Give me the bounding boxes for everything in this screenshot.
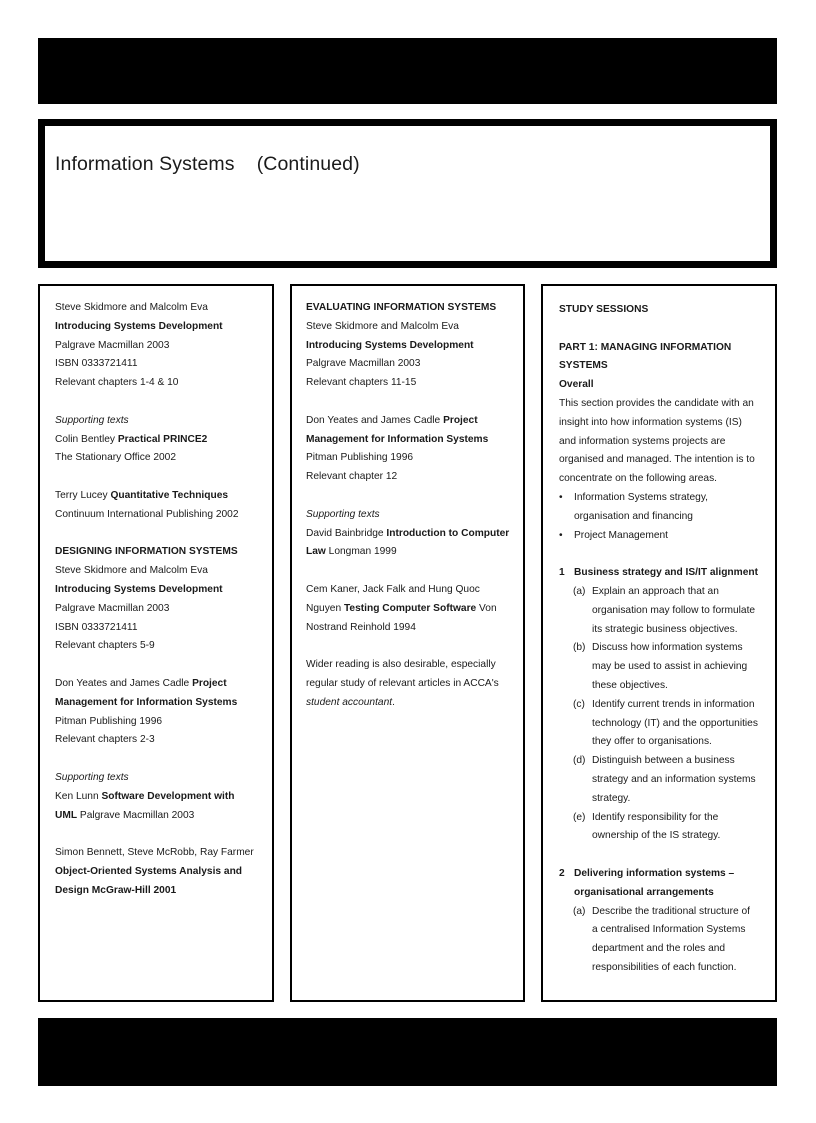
book-title-continued: Law: [306, 546, 326, 558]
list-item-line: Information Systems strategy,: [574, 491, 708, 503]
topic-item-line: Identify responsibility for the: [592, 811, 719, 823]
topic-item: [559, 903, 769, 978]
bullet-icon: •: [559, 491, 563, 503]
book-entry: [306, 412, 517, 431]
book-title: Testing Computer Software: [343, 602, 477, 614]
section-heading: STUDY SESSIONS: [559, 304, 649, 315]
book-relevant-chapters: Relevant chapters 5-9: [55, 640, 155, 652]
book-author: Steve Skidmore and Malcolm Eva: [306, 320, 459, 332]
topic-item-label: (e): [573, 811, 586, 823]
book-title: Quantitative Techniques: [110, 489, 229, 501]
book-title: Introducing Systems Development: [55, 583, 223, 595]
title-panel-inner: [45, 126, 770, 261]
topic-title-line: Delivering information systems –: [574, 867, 735, 879]
topic-item-label: (d): [573, 755, 586, 767]
list-item: [559, 489, 769, 527]
book-publisher: Continuum International Publishing 2002: [55, 508, 239, 520]
book-entry: [55, 431, 266, 450]
list-item-text: Project Management: [574, 529, 669, 541]
topic-number: 2: [559, 867, 565, 879]
book-isbn: ISBN 0333721411: [55, 358, 138, 370]
topic-item-text: [590, 696, 769, 752]
book-title-continued: Management for Information Systems: [55, 696, 238, 708]
topic-item-line: Discuss how information systems: [592, 642, 743, 654]
book-author: Colin Bentley: [55, 433, 118, 445]
book-entry: [55, 487, 266, 506]
wider-reading-text: [306, 694, 517, 713]
footer-bar: [38, 1018, 777, 1086]
book-relevant-chapters: Relevant chapters 2-3: [55, 734, 155, 746]
book-author: Simon Bennett, Steve McRobb, Ray Farmer: [55, 847, 254, 859]
topic-items: [559, 583, 769, 846]
topic-item: [559, 696, 769, 752]
book-publisher: Palgrave Macmillan 2003: [55, 602, 170, 614]
book-publisher: Longman 1999: [325, 546, 397, 558]
part-heading: PART 1: MANAGING INFORMATION: [559, 341, 732, 353]
book-title: Practical PRINCE2: [117, 433, 208, 445]
topic-item-line: organisation may follow to formulate: [592, 604, 756, 616]
title-panel: [38, 119, 777, 268]
topic-item-line: strategy.: [592, 792, 631, 804]
page-title: Information Systems (Continued): [55, 153, 360, 175]
topic-item-line: a centralised Information Systems: [592, 924, 746, 936]
topic-item-text: [590, 639, 769, 695]
book-title-continued: UML: [55, 809, 78, 821]
topic-item-text: [590, 903, 769, 978]
column-reading-list-2: [290, 284, 525, 1002]
topic-item-label: (a): [573, 905, 586, 917]
book-title: Object-Oriented Systems Analysis and: [55, 865, 243, 877]
book-title: Introducing Systems Development: [306, 339, 474, 351]
book-entry: [306, 525, 517, 544]
book-publisher: Von: [476, 602, 497, 614]
book-title-continued: Design McGraw-Hill 2001: [55, 884, 177, 896]
topic-item-line: Distinguish between a business: [592, 755, 735, 767]
book-publisher: Pitman Publishing 1996: [55, 715, 163, 727]
topic-item-label: (c): [573, 698, 585, 710]
column-study-sessions: [541, 284, 777, 1002]
topic-item: [559, 583, 769, 639]
list-item: [559, 527, 769, 546]
header-bar: [38, 38, 777, 104]
book-author: David Bainbridge: [306, 527, 387, 539]
topic-item-line: responsibilities of each function.: [592, 961, 737, 973]
topic-item-line: Explain an approach that an: [592, 585, 719, 597]
book-author: Cem Kaner, Jack Falk and Hung Quoc: [306, 583, 480, 595]
book-relevant-chapters: Relevant chapter 12: [306, 471, 398, 483]
book-publisher: Palgrave Macmillan 2003: [77, 809, 195, 821]
book-author: Don Yeates and James Cadle: [55, 677, 193, 689]
topic-item-line: ownership of the IS strategy.: [592, 830, 721, 842]
book-author: Steve Skidmore and Malcolm Eva: [55, 302, 208, 313]
bullet-icon: •: [559, 529, 563, 541]
book-title: Introducing Systems Development: [55, 320, 223, 332]
section-heading: DESIGNING INFORMATION SYSTEMS: [55, 546, 238, 558]
topic-title: Business strategy and IS/IT alignment: [574, 567, 758, 579]
topic-heading: [559, 865, 769, 903]
topic-item-line: Identify current trends in information: [592, 698, 755, 710]
topic-item-line: these objectives.: [592, 679, 668, 691]
overall-heading: Overall: [559, 379, 594, 391]
topic-item: [559, 639, 769, 695]
topic-title-line: organisational arrangements: [574, 886, 714, 898]
book-publisher: Nostrand Reinhold 1994: [306, 621, 416, 633]
wider-reading-text: Wider reading is also desirable, especially: [306, 659, 496, 671]
book-entry: [306, 600, 517, 619]
part-heading-continued: SYSTEMS: [559, 360, 608, 372]
intro-line: concentrate on the following areas.: [559, 473, 718, 485]
book-title: Project: [192, 677, 227, 689]
topic-title: [574, 865, 734, 903]
period: .: [392, 696, 395, 708]
book-title: Project: [443, 414, 478, 426]
topic-item-line: they offer to organisations.: [592, 736, 712, 748]
supporting-texts-label: Supporting texts: [55, 414, 129, 426]
book-author: Don Yeates and James Cadle: [306, 414, 444, 426]
book-title: Introduction to Computer: [386, 527, 510, 539]
book-author: Nguyen: [306, 602, 344, 614]
topic-item-line: its strategic business objectives.: [592, 623, 738, 635]
book-entry: [306, 543, 517, 562]
topic-item: [559, 809, 769, 847]
supporting-texts-label: Supporting texts: [306, 508, 380, 520]
list-item-line: organisation and financing: [574, 510, 693, 522]
topic-item-line: strategy and an information systems: [592, 773, 756, 785]
topic-item-text: [590, 809, 769, 847]
book-author: Terry Lucey: [55, 489, 111, 501]
topic-heading: [559, 564, 769, 583]
book-title: Software Development with: [101, 790, 235, 802]
book-relevant-chapters: Relevant chapters 11-15: [306, 377, 417, 389]
book-entry: [55, 788, 266, 807]
book-entry: [55, 675, 266, 694]
publication-name: student accountant: [306, 696, 393, 708]
topic-item-label: (b): [573, 642, 586, 654]
book-publisher: Pitman Publishing 1996: [306, 452, 414, 464]
book-entry: [55, 807, 266, 826]
section-heading: EVALUATING INFORMATION SYSTEMS: [306, 302, 497, 313]
intro-line: and information systems projects are: [559, 435, 726, 447]
topic-item-label: (a): [573, 585, 586, 597]
topic-number: 1: [559, 567, 565, 579]
book-publisher: Palgrave Macmillan 2003: [306, 358, 421, 370]
book-relevant-chapters: Relevant chapters 1-4 & 10: [55, 377, 179, 389]
intro-line: insight into how information systems (IS): [559, 416, 742, 428]
intro-line: organised and managed. The intention is to: [559, 454, 755, 466]
topic-item: [559, 752, 769, 808]
book-author: Steve Skidmore and Malcolm Eva: [55, 565, 208, 577]
intro-paragraph: [559, 395, 769, 489]
topic-item-line: technology (IT) and the opportunities: [592, 717, 758, 729]
intro-line: This section provides the candidate with an: [559, 397, 754, 409]
topic-item-line: may be used to assist in achieving: [592, 661, 748, 673]
book-title-continued: Management for Information Systems: [306, 433, 489, 445]
column-reading-list-1: [38, 284, 274, 1002]
topic-items: [559, 903, 769, 978]
book-isbn: ISBN 0333721411: [55, 621, 138, 633]
topic-item-text: [590, 752, 769, 808]
topic-item-line: Describe the traditional structure of: [592, 905, 750, 917]
book-author: Ken Lunn: [55, 790, 102, 802]
wider-reading-text: regular study of relevant articles in ACCA's: [306, 677, 499, 689]
topic-item-line: department and the roles and: [592, 943, 726, 955]
book-publisher: Palgrave Macmillan 2003: [55, 339, 170, 351]
topic-item-text: [590, 583, 769, 639]
book-publisher: The Stationary Office 2002: [55, 452, 177, 464]
supporting-texts-label: Supporting texts: [55, 771, 129, 783]
list-item-text: [574, 489, 708, 527]
